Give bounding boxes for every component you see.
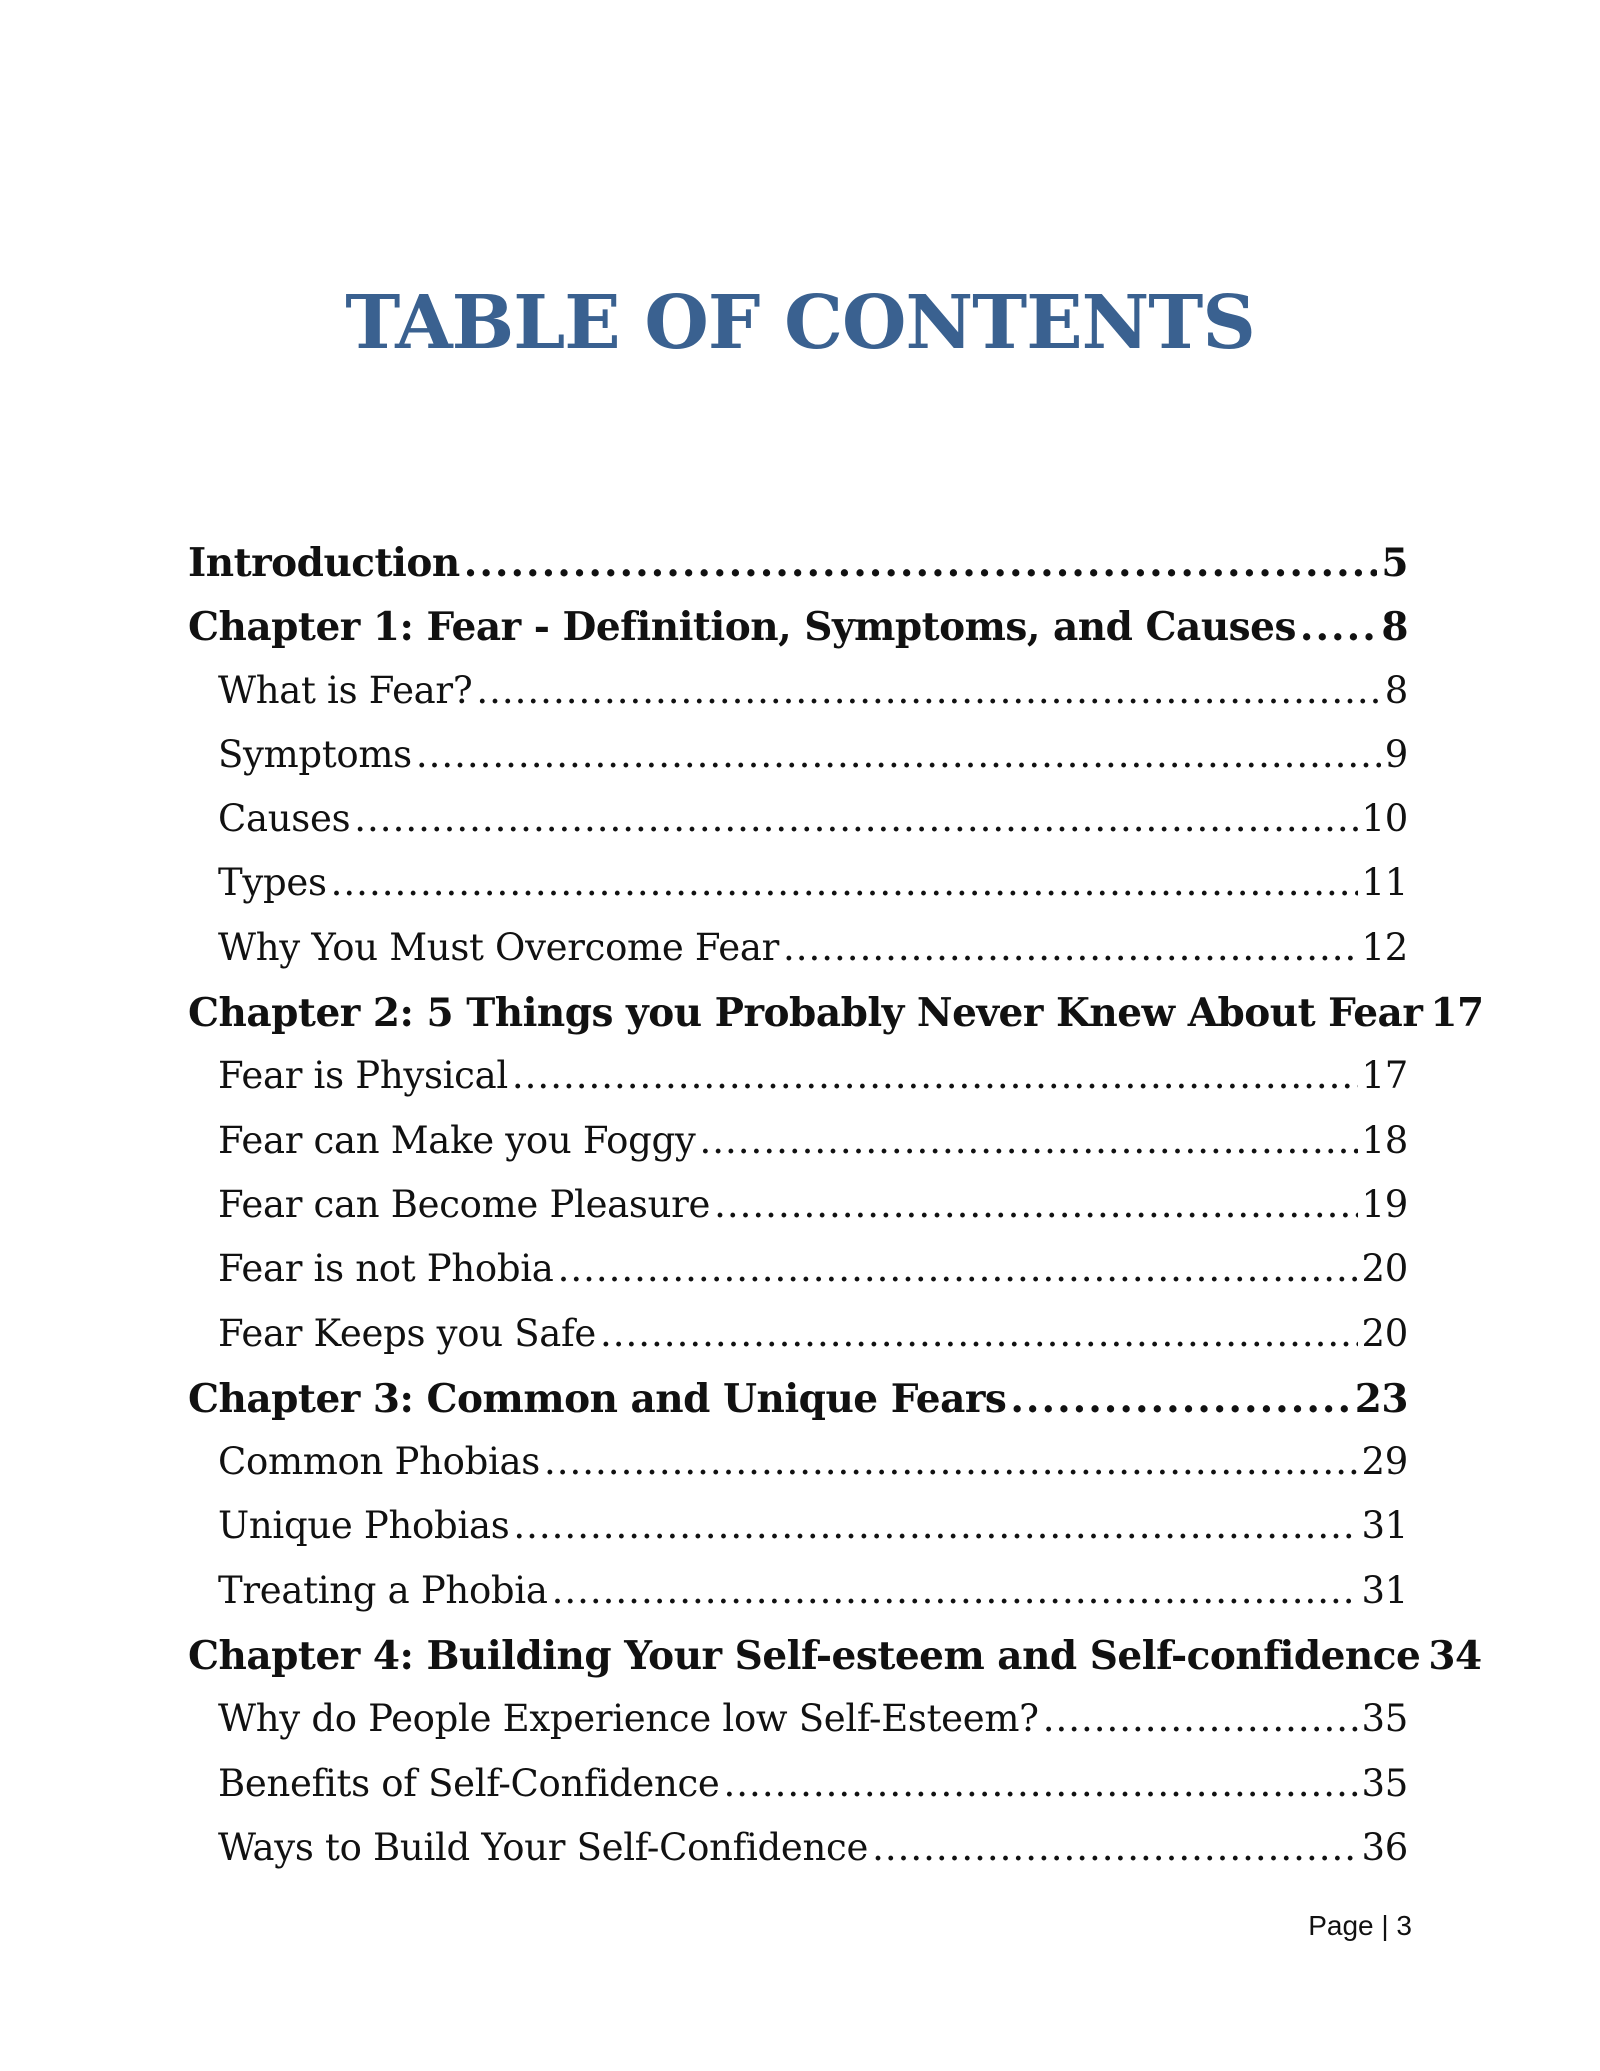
toc-entry[interactable] bbox=[188, 540, 1408, 604]
toc-entry[interactable] bbox=[188, 1376, 1408, 1440]
dot-leader bbox=[558, 1247, 1358, 1290]
dot-leader bbox=[600, 1312, 1358, 1355]
toc-entry-title: What is Fear? bbox=[218, 668, 473, 712]
toc-entry-title: Fear is not Phobia bbox=[218, 1247, 554, 1291]
dot-leader bbox=[331, 861, 1358, 904]
toc-entry-title: Fear is Physical bbox=[218, 1054, 508, 1098]
toc-entry-page: 11 bbox=[1361, 861, 1408, 905]
dot-leader bbox=[1043, 1697, 1358, 1740]
toc-entry[interactable] bbox=[188, 1440, 1408, 1504]
toc-entry-page: 35 bbox=[1361, 1761, 1408, 1805]
toc-entry-page: 17 bbox=[1430, 990, 1484, 1037]
dot-leader bbox=[872, 1826, 1357, 1869]
dot-leader bbox=[416, 733, 1381, 776]
toc-entry-title: Why do People Experience low Self-Esteem? bbox=[218, 1697, 1039, 1741]
toc-entry-page: 9 bbox=[1384, 732, 1408, 776]
toc-entry[interactable] bbox=[188, 1183, 1408, 1247]
toc-entry-title: Introduction bbox=[188, 540, 460, 586]
toc-entry[interactable] bbox=[188, 1569, 1408, 1633]
toc-entry-title: Chapter 2: 5 Things you Probably Never Knew About Fear bbox=[188, 990, 1423, 1037]
toc-entry[interactable] bbox=[188, 1504, 1408, 1568]
dot-leader bbox=[783, 926, 1358, 969]
toc-entry-title: Chapter 4: Building Your Self-esteem and Self-confidence bbox=[188, 1633, 1421, 1680]
toc-entry-title: Causes bbox=[218, 797, 351, 841]
toc-entry-page: 20 bbox=[1361, 1311, 1408, 1355]
toc-entry-page: 36 bbox=[1361, 1825, 1408, 1869]
toc-entry-title: Chapter 3: Common and Unique Fears bbox=[188, 1375, 1007, 1422]
dot-leader bbox=[714, 1183, 1357, 1226]
toc-entry-title: Unique Phobias bbox=[218, 1504, 510, 1548]
toc-entry[interactable] bbox=[188, 926, 1408, 990]
toc-entry-title: Symptoms bbox=[218, 732, 412, 776]
toc-entry-page: 34 bbox=[1428, 1633, 1482, 1680]
toc-entry[interactable] bbox=[188, 797, 1408, 861]
toc-entry-page: 29 bbox=[1361, 1440, 1408, 1484]
toc-entry-title: Fear can Become Pleasure bbox=[218, 1182, 711, 1226]
toc-entry[interactable] bbox=[188, 1697, 1408, 1761]
dot-leader bbox=[1300, 604, 1377, 650]
dot-leader bbox=[700, 1119, 1358, 1162]
table-of-contents bbox=[188, 540, 1484, 1890]
toc-entry[interactable] bbox=[188, 1119, 1408, 1183]
dot-leader bbox=[552, 1569, 1358, 1612]
dot-leader bbox=[476, 669, 1380, 712]
page-title: TABLE OF CONTENTS bbox=[345, 280, 1255, 366]
dot-leader bbox=[512, 1054, 1358, 1097]
toc-entry[interactable] bbox=[188, 1762, 1408, 1826]
toc-entry-page: 12 bbox=[1361, 925, 1408, 969]
dot-leader bbox=[544, 1440, 1358, 1483]
toc-entry-page: 17 bbox=[1361, 1054, 1408, 1098]
dot-leader bbox=[354, 797, 1357, 840]
toc-entry-page: 20 bbox=[1361, 1247, 1408, 1291]
toc-entry[interactable] bbox=[188, 1312, 1408, 1376]
toc-entry-title: Treating a Phobia bbox=[218, 1568, 548, 1612]
page-number: Page | 3 bbox=[1308, 1910, 1412, 1941]
dot-leader bbox=[464, 540, 1378, 586]
toc-entry[interactable] bbox=[188, 1826, 1408, 1890]
toc-entry-page: 8 bbox=[1381, 604, 1408, 651]
toc-entry[interactable] bbox=[188, 669, 1408, 733]
toc-entry-page: 8 bbox=[1384, 668, 1408, 712]
toc-entry-title: Common Phobias bbox=[218, 1440, 540, 1484]
dot-leader bbox=[513, 1504, 1357, 1547]
toc-entry[interactable] bbox=[188, 1054, 1408, 1118]
toc-entry-page: 35 bbox=[1361, 1697, 1408, 1741]
toc-entry-page: 10 bbox=[1361, 797, 1408, 841]
toc-entry-page: 23 bbox=[1354, 1375, 1408, 1422]
toc-entry[interactable] bbox=[188, 861, 1408, 925]
toc-entry-title: Why You Must Overcome Fear bbox=[218, 925, 779, 969]
toc-entry[interactable] bbox=[188, 733, 1408, 797]
dot-leader bbox=[1010, 1376, 1350, 1422]
toc-entry-title: Fear Keeps you Safe bbox=[218, 1311, 596, 1355]
toc-entry-title: Fear can Make you Foggy bbox=[218, 1118, 696, 1162]
toc-entry-title: Chapter 1: Fear - Definition, Symptoms, and Causes bbox=[188, 604, 1296, 651]
toc-entry-title: Types bbox=[218, 861, 327, 905]
toc-entry-page: 19 bbox=[1361, 1182, 1408, 1226]
toc-entry-page: 18 bbox=[1361, 1118, 1408, 1162]
dot-leader bbox=[724, 1762, 1358, 1805]
toc-entry[interactable] bbox=[188, 1247, 1408, 1311]
toc-entry-page: 31 bbox=[1361, 1504, 1408, 1548]
toc-entry-title: Benefits of Self-Confidence bbox=[218, 1761, 720, 1805]
toc-entry-page: 5 bbox=[1381, 540, 1408, 586]
toc-entry[interactable] bbox=[188, 604, 1408, 668]
toc-entry[interactable] bbox=[188, 1633, 1482, 1697]
toc-entry-title: Ways to Build Your Self-Confidence bbox=[218, 1825, 869, 1869]
toc-entry-page: 31 bbox=[1361, 1568, 1408, 1612]
toc-entry[interactable] bbox=[188, 990, 1484, 1054]
